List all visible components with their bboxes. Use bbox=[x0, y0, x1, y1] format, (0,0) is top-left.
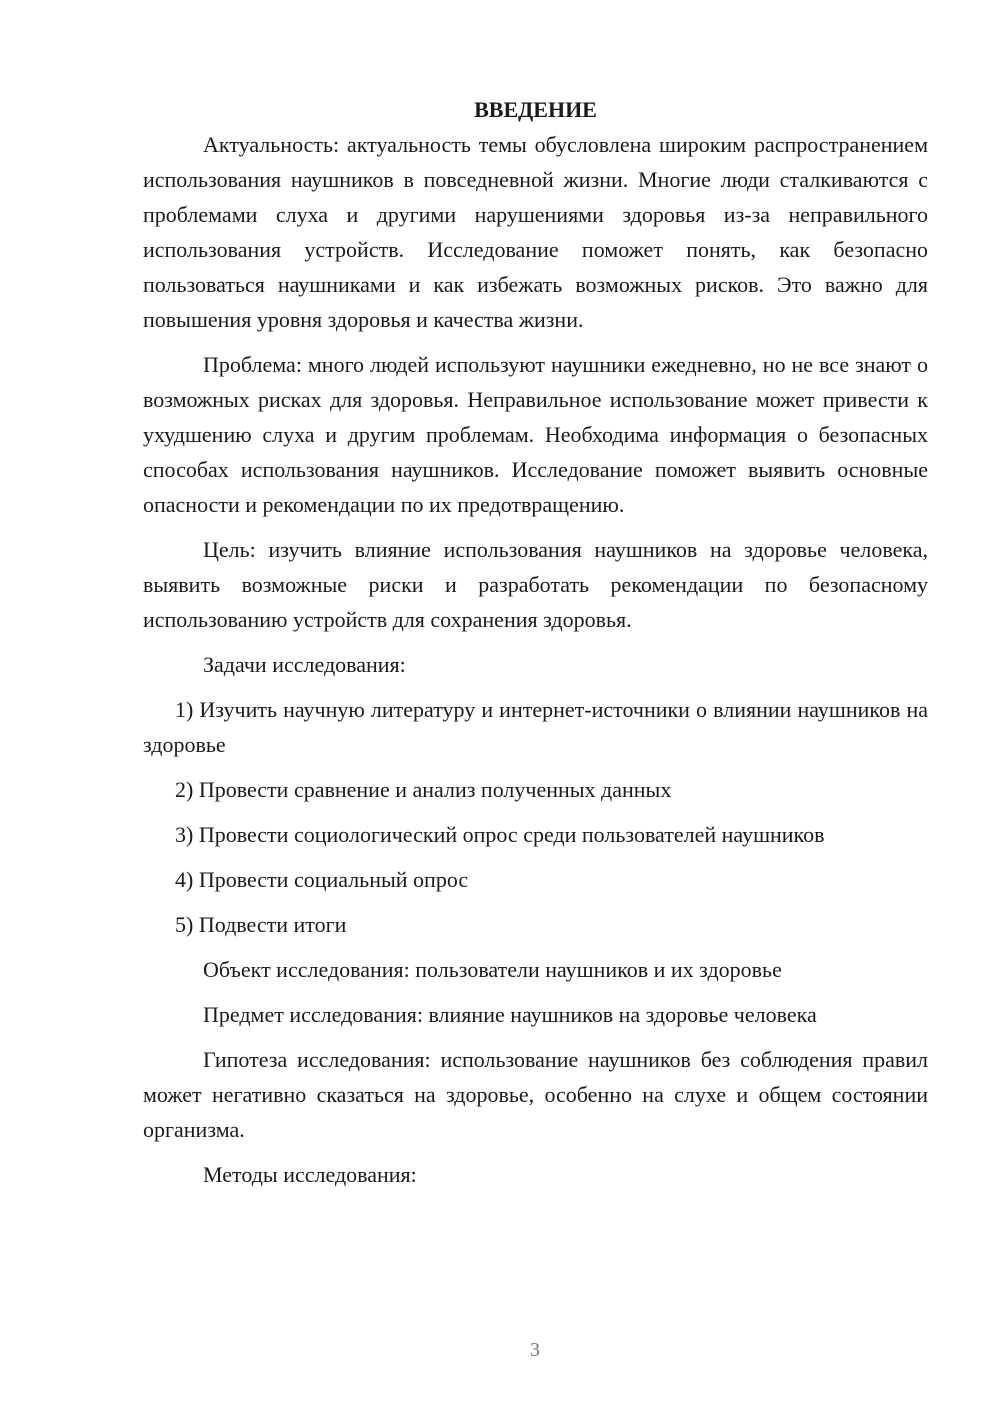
task-item-5: 5) Подвести итоги bbox=[175, 912, 347, 937]
task-item-3: 3) Провести социологический опрос среди пользователей наушников bbox=[175, 822, 825, 847]
page-number: 3 bbox=[530, 1339, 540, 1361]
relevance-paragraph: Актуальность: актуальность темы обусловлена широким распространением использования наушников в повседневной жизни. Многие люди сталкиваются с проблемами слуха и другими нарушениями здоровья из-за неправильного использования устройств. Исследование поможет понять, как безопасно пользоваться наушниками и как избежать возможных рисков. Это важно для повышения уровня здоровья и качества жизни. bbox=[143, 132, 928, 332]
task-item-1: 1) Изучить научную литературу и интернет-источники о влиянии наушников на здоровье bbox=[143, 697, 928, 757]
problem-paragraph: Проблема: много людей используют наушники ежедневно, но не все знают о возможных рисках для здоровья. Неправильное использование может привести к ухудшению слуха и другим проблемам. Необходима информация о безопасных способах использования наушников. Исследование поможет выявить основные опасности и рекомендации по их предотвращению. bbox=[143, 352, 928, 517]
task-item-4: 4) Провести социальный опрос bbox=[175, 867, 469, 892]
goal-paragraph: Цель: изучить влияние использования наушников на здоровье человека, выявить возможные риски и разработать рекомендации по безопасному использованию устройств для сохранения здоровья. bbox=[143, 537, 928, 632]
page-content bbox=[143, 92, 928, 1202]
research-subject: Предмет исследования: влияние наушников на здоровье человека bbox=[203, 1002, 817, 1027]
task-item-2: 2) Провести сравнение и анализ полученных данных bbox=[175, 777, 672, 802]
methods-heading: Методы исследования: bbox=[203, 1162, 417, 1187]
tasks-heading: Задачи исследования: bbox=[203, 652, 406, 677]
research-object: Объект исследования: пользователи наушников и их здоровье bbox=[203, 957, 782, 982]
hypothesis-paragraph: Гипотеза исследования: использование наушников без соблюдения правил может негативно сказаться на здоровье, особенно на слухе и общем состоянии организма. bbox=[143, 1047, 928, 1142]
page-title: ВВЕДЕНИЕ bbox=[474, 97, 597, 122]
